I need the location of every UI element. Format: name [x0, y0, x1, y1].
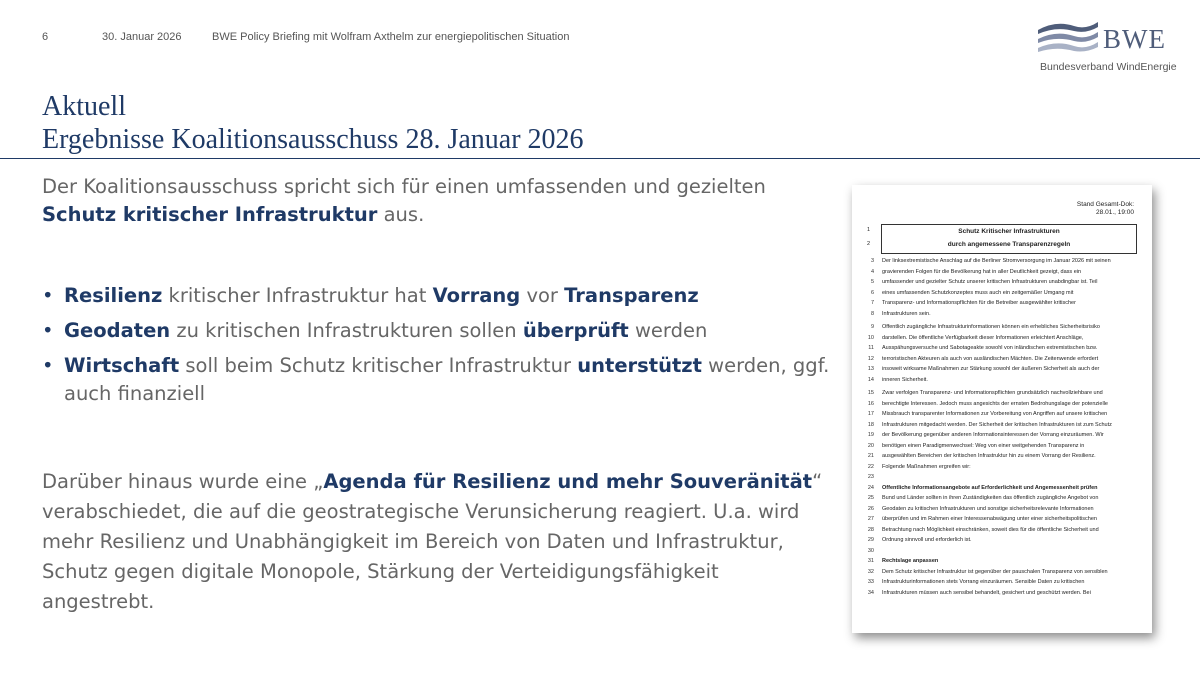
doc-line-text: insoweit wirksame Maßnahmen zur Stärkung sowohl der äußeren Sicherheit als auch der — [882, 366, 1100, 372]
doc-line-text: Zwar verfolgen Transparenz- und Informationspflichten grundsätzlich nachvollziehbare und — [882, 390, 1103, 396]
doc-line-number: 25 — [867, 495, 874, 501]
doc-line-number: 2 — [867, 241, 871, 247]
doc-line-number: 26 — [867, 505, 874, 512]
slide-title — [42, 90, 584, 156]
doc-line-text: ausgewählten Bereichen der kritischen Infrastruktur hin zu einem Vorrang der Resilienz. — [882, 453, 1096, 459]
bullet-item: • Geodaten zu kritischen Infrastrukturen sollen überprüft werden — [42, 317, 832, 345]
doc-line-number: 31 — [867, 558, 874, 564]
page-number: 6 — [42, 31, 49, 43]
intro-text-2: aus. — [377, 203, 425, 226]
intro-text-1: Der Koalitionsausschuss spricht sich für einen umfassenden und gezielten — [42, 175, 766, 198]
doc-line-text: benötigen einen Paradigmenwechsel: Weg von einer weitgehenden Transparenz in — [882, 442, 1085, 449]
doc-line-text: Öffentlich zugängliche Infrastrukturinformationen können ein erhebliches Sicherheitsrisiko — [882, 324, 1100, 330]
logo-wordmark: BWE — [1103, 24, 1166, 54]
doc-line-number: 27 — [867, 516, 874, 522]
doc-line-number: 30 — [867, 547, 874, 554]
doc-line-number: 5 — [870, 279, 874, 285]
document-title-2: durch angemessene Transparenzregeln — [947, 241, 1071, 248]
doc-line-text: Geodaten zu kritischen Infrastrukturen und sonstige sicherheitsrelevante Informationen — [882, 505, 1094, 512]
closing-paragraph — [42, 467, 832, 617]
doc-line-number: 13 — [867, 366, 874, 372]
doc-line-number: 32 — [867, 568, 874, 575]
doc-line-text: Öffentliche Informationsangebote auf Erforderlichkeit und Angemessenheit prüfen — [882, 484, 1098, 491]
closing-text-1: Darüber hinaus wurde eine „ — [42, 470, 324, 493]
doc-line-number: 19 — [867, 432, 874, 438]
bullet-item: • Resilienz kritischer Infrastruktur hat Vorrang vor Transparenz — [42, 282, 832, 310]
slide-title-line1: Aktuell — [42, 91, 126, 122]
document-title-1: Schutz Kritischer Infrastrukturen — [958, 228, 1060, 235]
doc-line-text: der Bevölkerung gegenüber anderen Informationsinteressen der Vorrang einzuräumen. Wir — [882, 432, 1104, 438]
doc-line-text: Bund und Länder sollten in ihren Zuständigkeiten das öffentlich zugängliche Angebot von — [882, 495, 1099, 501]
document-title-box — [881, 224, 1137, 254]
document-excerpt — [852, 185, 1152, 633]
doc-line-number: 8 — [870, 310, 874, 317]
doc-line-number: 17 — [867, 411, 874, 417]
doc-line-number: 14 — [867, 376, 874, 383]
doc-line-text: umfassender und gezielter Schutz unserer kritischen Infrastrukturen unabdingbar ist. Teil — [882, 279, 1098, 285]
title-divider — [0, 158, 1200, 159]
doc-line-number: 33 — [867, 579, 874, 585]
wind-wave-logo-icon — [1036, 20, 1100, 54]
doc-line-number: 9 — [870, 324, 874, 330]
doc-line-text: Betrachtung nach Möglichkeit einschränken, soweit dies für die öffentliche Sicherheit und — [882, 526, 1099, 533]
document-stand: Stand Gesamt-Dok: 28.01., 19:00 — [1076, 201, 1134, 216]
doc-line-text: Folgende Maßnahmen ergreifen wir: — [882, 463, 971, 470]
slide-title-line2: Ergebnisse Koalitionsausschuss 28. Januar 2026 — [42, 124, 584, 155]
doc-line-text: Missbrauch transparenter Informationen zur Vorbereitung von Angriffen auf unsere kritischen — [882, 411, 1108, 417]
header-title: BWE Policy Briefing mit Wolfram Axthelm zur energiepolitischen Situation — [212, 31, 570, 43]
closing-text-2: “ verabschiedet, die auf die geostrategische Verunsicherung reagiert. U.a. wird mehr Resilienz und Unabhängigkeit im Bereich von Daten und Infrastruktur, Schutz gegen digitale Monopole, Stärkung der Verteidigungsfähigkeit angestrebt. — [42, 470, 823, 613]
doc-line-number: 29 — [867, 537, 874, 543]
bwe-logo — [1036, 18, 1176, 78]
doc-line-number: 4 — [870, 268, 874, 275]
doc-line-text: Infrastrukturen sein. — [882, 310, 931, 317]
doc-line-text: Infrastrukturinformationen stets Vorrang einzuräumen. Sensible Daten zu kritischen — [882, 579, 1085, 585]
doc-line-text: Der linksextremistische Anschlag auf die Berliner Stromversorgung im Januar 2026 mit seinen — [882, 258, 1111, 264]
doc-line-number: 7 — [870, 300, 874, 306]
doc-line-number: 1 — [867, 227, 871, 233]
doc-line-text: überprüfen und im Rahmen einer Interessenabwägung unter einer sicherheitspolitischen — [882, 516, 1097, 522]
doc-line-text: darstellen. Die öffentliche Verfügbarkeit dieser Informationen erleichtert Anschläge, — [882, 334, 1084, 341]
doc-line-number: 28 — [867, 526, 874, 533]
doc-line-text: Ordnung sinnvoll und erforderlich ist. — [882, 537, 972, 543]
doc-line-number: 23 — [867, 474, 874, 480]
doc-line-number: 15 — [867, 390, 874, 396]
logo-subtitle: Bundesverband WindEnergie — [1040, 61, 1177, 73]
doc-line-text: inneren Sicherheit. — [882, 376, 928, 383]
closing-highlight: Agenda für Resilienz und mehr Souveränität — [323, 470, 813, 493]
doc-line-text: eines umfassenden Schutzkonzeptes muss auch ein zeitgemäßer Umgang mit — [882, 289, 1074, 296]
doc-line-text: terroristischen Akteuren als auch von ausländischen Mächten. Die Zeitenwende erfordert — [882, 355, 1099, 362]
doc-line-text: Dem Schutz kritischer Infrastruktur ist gegenüber der pauschalen Transparenz von sensiblen — [882, 568, 1108, 575]
doc-line-number: 3 — [870, 258, 874, 264]
intro-paragraph — [42, 173, 832, 229]
doc-line-number: 21 — [867, 453, 874, 459]
header-date: 30. Januar 2026 — [102, 31, 182, 43]
doc-line-number: 20 — [867, 442, 874, 449]
doc-line-number: 11 — [868, 345, 874, 351]
doc-line-text: berechtigte Interessen. Jedoch muss angesichts der ernsten Bedrohungslage der potenzielle — [882, 400, 1108, 407]
doc-line-text: gravierenden Folgen für die Bevölkerung hat in aller Deutlichkeit gezeigt, dass ein — [882, 268, 1082, 275]
doc-line-number: 24 — [867, 484, 874, 491]
doc-line-text: Infrastrukturen mitgedacht werden. Der Sicherheit der kritischen Infrastrukturen ist zum Schutz — [882, 421, 1112, 428]
doc-line-text: Transparenz- und Informationspflichten für die Betreiber ausgewählter kritischer — [882, 300, 1076, 306]
doc-line-text: Rechtslage anpassen — [882, 558, 939, 564]
doc-line-text: Infrastrukturen müssen auch sensibel behandelt, gesichert und geschützt werden. Bei — [882, 589, 1091, 596]
doc-line-number: 16 — [867, 400, 874, 407]
doc-line-number: 18 — [867, 421, 874, 428]
doc-line-number: 34 — [867, 589, 874, 596]
doc-line-number: 10 — [867, 334, 874, 341]
intro-highlight: Schutz kritischer Infrastruktur — [42, 203, 378, 226]
bullet-list — [42, 282, 832, 415]
doc-line-text: Ausspähungsversuche und Sabotageakte sowohl von inländischen extremistischen bzw. — [882, 345, 1098, 351]
doc-line-number: 12 — [867, 355, 874, 362]
doc-line-number: 22 — [867, 463, 874, 470]
bullet-item: • Wirtschaft soll beim Schutz kritischer Infrastruktur unterstützt werden, ggf. auch finanziell — [42, 352, 832, 408]
doc-line-number: 6 — [870, 289, 874, 296]
